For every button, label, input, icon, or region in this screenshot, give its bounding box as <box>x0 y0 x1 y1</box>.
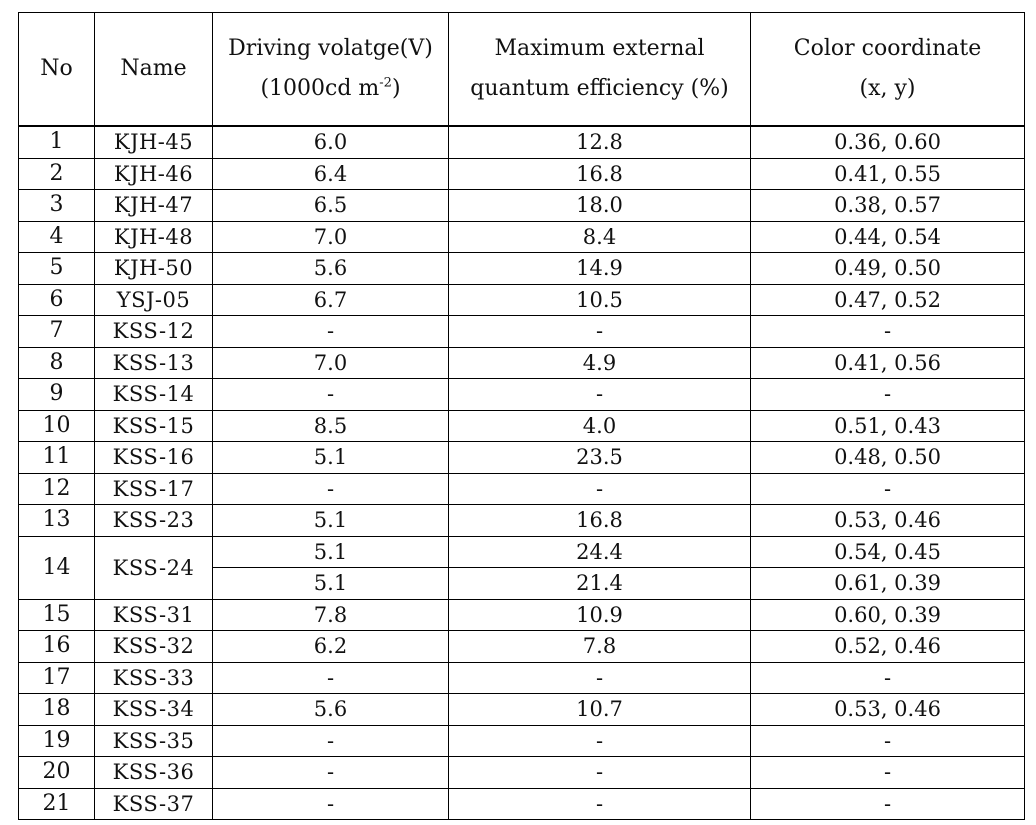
header-voltage-superscript: -2 <box>379 75 392 91</box>
cell-eqe: 10.7 <box>449 694 751 726</box>
cell-voltage: 7.0 <box>213 221 449 253</box>
cell-color: - <box>751 757 1025 789</box>
cell-no: 20 <box>19 757 95 789</box>
table-row <box>19 757 1025 789</box>
table-row <box>19 190 1025 222</box>
cell-name: KJH-48 <box>95 221 213 253</box>
cell-no: 12 <box>19 473 95 505</box>
cell-eqe: 24.4 <box>449 536 751 568</box>
cell-eqe: - <box>449 379 751 411</box>
cell-name: KSS-36 <box>95 757 213 789</box>
cell-voltage: 5.1 <box>213 536 449 568</box>
header-no-label: No <box>40 56 73 81</box>
cell-eqe: 21.4 <box>449 568 751 600</box>
cell-eqe: 4.9 <box>449 347 751 379</box>
table-row <box>19 442 1025 474</box>
cell-no: 17 <box>19 662 95 694</box>
cell-no: 4 <box>19 221 95 253</box>
cell-color: 0.49, 0.50 <box>751 253 1025 285</box>
header-driving-voltage <box>213 13 449 127</box>
cell-name: KSS-13 <box>95 347 213 379</box>
header-voltage-line1: Driving volatge(V) <box>228 36 433 61</box>
cell-voltage: 5.6 <box>213 694 449 726</box>
table-row <box>19 284 1025 316</box>
cell-name: YSJ-05 <box>95 284 213 316</box>
cell-voltage: 6.5 <box>213 190 449 222</box>
cell-voltage: 6.2 <box>213 631 449 663</box>
cell-no: 19 <box>19 725 95 757</box>
cell-no: 13 <box>19 505 95 537</box>
table-row <box>19 473 1025 505</box>
cell-name: KSS-24 <box>95 536 213 599</box>
cell-eqe: 16.8 <box>449 505 751 537</box>
cell-eqe: 14.9 <box>449 253 751 285</box>
cell-eqe: - <box>449 316 751 348</box>
cell-no: 1 <box>19 126 95 158</box>
header-eqe-line1: Maximum external <box>494 36 705 61</box>
table-row <box>19 126 1025 158</box>
cell-voltage: 6.0 <box>213 126 449 158</box>
cell-eqe: 8.4 <box>449 221 751 253</box>
cell-eqe: - <box>449 788 751 820</box>
cell-eqe: - <box>449 662 751 694</box>
cell-no: 2 <box>19 158 95 190</box>
cell-no: 6 <box>19 284 95 316</box>
header-name <box>95 13 213 127</box>
table-row <box>19 253 1025 285</box>
cell-voltage: - <box>213 473 449 505</box>
cell-no: 7 <box>19 316 95 348</box>
header-max-eqe <box>449 13 751 127</box>
cell-voltage: 7.8 <box>213 599 449 631</box>
cell-eqe: 18.0 <box>449 190 751 222</box>
cell-color: 0.53, 0.46 <box>751 505 1025 537</box>
cell-color: - <box>751 725 1025 757</box>
table-row <box>19 316 1025 348</box>
header-voltage-line2-post: ) <box>391 76 401 101</box>
cell-eqe: - <box>449 473 751 505</box>
header-eqe-line2: quantum efficiency (%) <box>470 76 729 101</box>
cell-name: KSS-16 <box>95 442 213 474</box>
table-row <box>19 662 1025 694</box>
cell-name: KSS-33 <box>95 662 213 694</box>
table-row <box>19 158 1025 190</box>
cell-no: 3 <box>19 190 95 222</box>
header-color-coordinate <box>751 13 1025 127</box>
table-row <box>19 631 1025 663</box>
cell-name: KSS-17 <box>95 473 213 505</box>
device-performance-table <box>18 12 1025 820</box>
cell-voltage: - <box>213 725 449 757</box>
cell-eqe: 4.0 <box>449 410 751 442</box>
cell-voltage: - <box>213 757 449 789</box>
cell-voltage: - <box>213 788 449 820</box>
cell-color: 0.47, 0.52 <box>751 284 1025 316</box>
cell-name: KSS-37 <box>95 788 213 820</box>
table-body <box>19 126 1025 820</box>
cell-name: KJH-45 <box>95 126 213 158</box>
cell-voltage: - <box>213 316 449 348</box>
table-row <box>19 410 1025 442</box>
header-color-line2: (x, y) <box>859 76 916 101</box>
cell-name: KSS-32 <box>95 631 213 663</box>
cell-color: - <box>751 788 1025 820</box>
table-row <box>19 788 1025 820</box>
cell-name: KSS-15 <box>95 410 213 442</box>
header-color-line1: Color coordinate <box>793 36 982 61</box>
cell-name: KSS-12 <box>95 316 213 348</box>
cell-color: 0.38, 0.57 <box>751 190 1025 222</box>
cell-eqe: - <box>449 725 751 757</box>
cell-voltage: 6.4 <box>213 158 449 190</box>
cell-name: KSS-35 <box>95 725 213 757</box>
cell-no: 11 <box>19 442 95 474</box>
header-voltage-line2 <box>213 69 448 109</box>
cell-name: KJH-50 <box>95 253 213 285</box>
cell-voltage: 7.0 <box>213 347 449 379</box>
cell-no: 21 <box>19 788 95 820</box>
cell-eqe: 10.9 <box>449 599 751 631</box>
cell-no: 10 <box>19 410 95 442</box>
cell-color: 0.52, 0.46 <box>751 631 1025 663</box>
cell-color: 0.48, 0.50 <box>751 442 1025 474</box>
cell-color: 0.54, 0.45 <box>751 536 1025 568</box>
cell-voltage: - <box>213 662 449 694</box>
cell-eqe: 12.8 <box>449 126 751 158</box>
cell-color: 0.44, 0.54 <box>751 221 1025 253</box>
table-row <box>19 505 1025 537</box>
cell-voltage: 6.7 <box>213 284 449 316</box>
cell-no: 15 <box>19 599 95 631</box>
cell-eqe: 23.5 <box>449 442 751 474</box>
cell-color: 0.61, 0.39 <box>751 568 1025 600</box>
cell-eqe: 7.8 <box>449 631 751 663</box>
cell-voltage: 5.1 <box>213 442 449 474</box>
header-name-label: Name <box>120 56 187 81</box>
header-voltage-line2-pre: (1000cd m <box>260 76 380 101</box>
cell-color: 0.41, 0.55 <box>751 158 1025 190</box>
cell-no: 14 <box>19 536 95 599</box>
table-row <box>19 694 1025 726</box>
cell-name: KSS-23 <box>95 505 213 537</box>
cell-no: 18 <box>19 694 95 726</box>
cell-no: 8 <box>19 347 95 379</box>
cell-no: 9 <box>19 379 95 411</box>
cell-color: - <box>751 662 1025 694</box>
cell-voltage: 5.6 <box>213 253 449 285</box>
table-row <box>19 599 1025 631</box>
cell-name: KSS-31 <box>95 599 213 631</box>
table-row <box>19 379 1025 411</box>
cell-color: 0.53, 0.46 <box>751 694 1025 726</box>
cell-color: 0.36, 0.60 <box>751 126 1025 158</box>
cell-color: 0.51, 0.43 <box>751 410 1025 442</box>
table-header-row <box>19 13 1025 127</box>
cell-color: - <box>751 379 1025 411</box>
table-row <box>19 725 1025 757</box>
table-row <box>19 221 1025 253</box>
cell-name: KJH-47 <box>95 190 213 222</box>
cell-color: - <box>751 473 1025 505</box>
header-no <box>19 13 95 127</box>
cell-color: 0.41, 0.56 <box>751 347 1025 379</box>
cell-no: 5 <box>19 253 95 285</box>
cell-voltage: 8.5 <box>213 410 449 442</box>
cell-color: 0.60, 0.39 <box>751 599 1025 631</box>
cell-eqe: 10.5 <box>449 284 751 316</box>
cell-voltage: - <box>213 379 449 411</box>
table-row <box>19 536 1025 568</box>
cell-eqe: - <box>449 757 751 789</box>
cell-name: KSS-14 <box>95 379 213 411</box>
cell-voltage: 5.1 <box>213 568 449 600</box>
cell-eqe: 16.8 <box>449 158 751 190</box>
cell-name: KJH-46 <box>95 158 213 190</box>
cell-no: 16 <box>19 631 95 663</box>
cell-color: - <box>751 316 1025 348</box>
table-row <box>19 347 1025 379</box>
cell-voltage: 5.1 <box>213 505 449 537</box>
cell-name: KSS-34 <box>95 694 213 726</box>
